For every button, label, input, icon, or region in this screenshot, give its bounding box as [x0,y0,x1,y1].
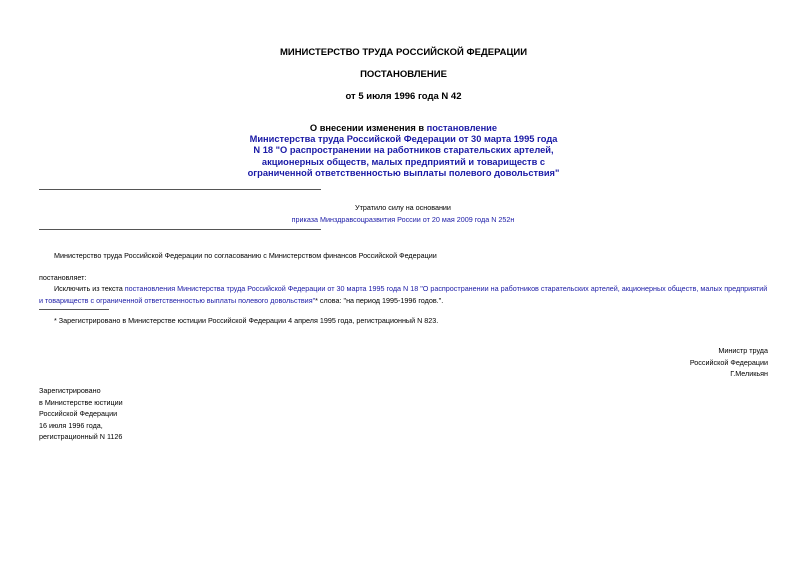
signature-line-1: Министр труда [718,346,768,355]
body-suffix: * слова: "на период 1995-1996 годов.". [315,295,444,305]
footnote: * Зарегистрировано в Министерстве юстиции Российской Федерации 4 апреля 1995 года, регистрационный N 823. [54,316,439,325]
title-line-2[interactable]: Министерства труда Российской Федерации от 30 марта 1995 года [249,134,558,145]
expired-notice [248,202,558,225]
expired-order-link[interactable]: приказа Минздравсоцразвития России от 20 мая 2009 года N 252н [291,214,515,224]
registration-line-5: регистрационный N 1126 [39,432,123,441]
body-resolution-link[interactable]: постановления Министерства труда Российской Федерации от 30 марта 1995 года N 18 "О распространении на работников старательских артелей, акционерных обществ, малых предприятий и товариществ с ограниченной ответственностью выплаты полевого довольствия" [39,284,768,305]
title-line-3[interactable]: N 18 "О распространении на работников старательских артелей, [253,145,554,156]
document-type-heading: ПОСТАНОВЛЕНИЕ [360,69,447,80]
divider-bottom [39,229,321,230]
signature-line-2: Российской Федерации [689,357,768,367]
divider-top [39,189,321,190]
intro-paragraph: Министерство труда Российской Федерации по согласованию с Министерством финансов Российской Федерации [54,251,437,260]
expired-text: Утратило силу на основании [355,203,451,212]
title-line-1 [0,123,807,134]
title-prefix: О внесении изменения в [309,123,427,133]
registration-block [39,385,123,443]
title-line-4[interactable]: акционерных обществ, малых предприятий и товариществ с [261,156,546,167]
resolves-label: постановляет: [39,273,87,282]
registration-line-4: 16 июля 1996 года, [39,420,103,430]
registration-line-3: Российской Федерации [39,409,118,418]
document-title [0,123,807,179]
signature-block [600,345,768,380]
registration-line-1: Зарегистрировано [39,386,101,395]
body-paragraph [39,283,771,306]
ministry-heading: МИНИСТЕРСТВО ТРУДА РОССИЙСКОЙ ФЕДЕРАЦИИ [279,47,528,58]
registration-line-2: в Министерстве юстиции [39,397,123,407]
document-date: от 5 июля 1996 года N 42 [345,91,462,102]
signature-line-3: Г.Меликьян [730,369,768,378]
body-prefix: Исключить из текста [54,284,125,293]
title-line-5[interactable]: ограниченной ответственностью выплаты полевого довольствия" [247,167,560,178]
title-link-resolution[interactable]: постановление [426,123,498,133]
footnote-divider [39,309,109,310]
